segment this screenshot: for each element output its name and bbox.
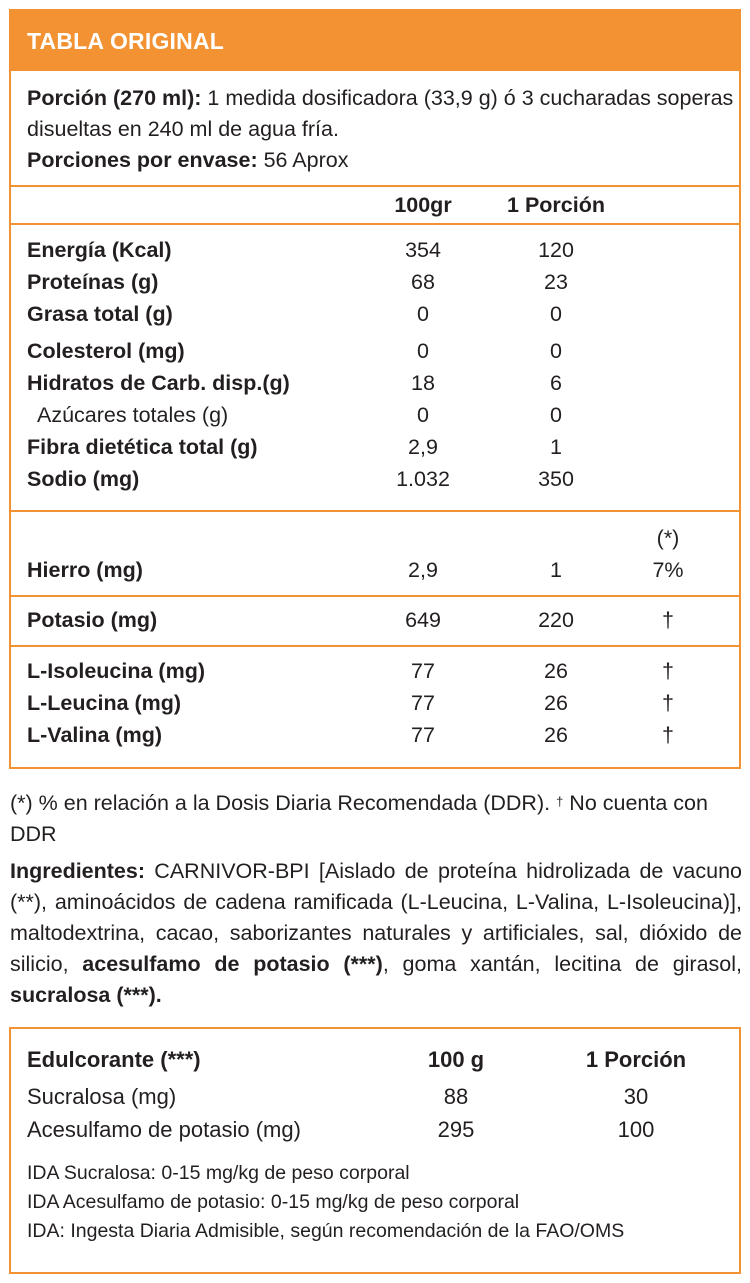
potassium-section: [11, 597, 739, 647]
ida-note: IDA: Ingesta Diaria Admisible, según recomendación de la FAO/OMS: [27, 1220, 625, 1242]
nutrient-per-portion: 120: [538, 238, 574, 262]
column-headers: [11, 187, 739, 225]
nutrient-name: L-Isoleucina (mg): [27, 659, 205, 683]
nutrient-ddr: †: [662, 691, 674, 715]
sweetener-per-portion: 30: [623, 1084, 649, 1109]
nutrient-name: Fibra dietética total (g): [27, 435, 258, 459]
potassium-row: [11, 604, 739, 636]
nutrient-row: [11, 431, 739, 463]
nutrient-name: Energía (Kcal): [27, 238, 172, 262]
nutrient-per-portion: 0: [550, 302, 562, 326]
sweetener-name: Sucralosa (mg): [27, 1084, 177, 1109]
nutrient-name: Hierro (mg): [27, 558, 143, 582]
dagger-mark: †: [556, 794, 564, 809]
sweetener-name: Acesulfamo de potasio (mg): [27, 1117, 301, 1142]
nutrient-per-portion: 0: [550, 339, 562, 363]
nutrient-per-portion: 220: [538, 608, 574, 632]
nutrient-row: [11, 367, 739, 399]
nutrient-per-portion: 23: [544, 270, 568, 294]
serving-size-label: Porción (270 ml):: [27, 86, 202, 110]
sweetener-per100: 295: [437, 1117, 475, 1142]
nutrient-row: [11, 298, 739, 330]
nutrient-per100: 1.032: [396, 467, 450, 491]
nutrient-per100: 354: [405, 238, 441, 262]
nutrient-per100: 77: [411, 723, 435, 747]
nutrient-per-portion: 6: [550, 371, 562, 395]
nutrient-name: L-Valina (mg): [27, 723, 162, 747]
iron-section: [11, 512, 739, 597]
table-header: [11, 11, 739, 71]
iron-row: [11, 554, 739, 586]
nutrient-ddr: †: [662, 659, 674, 683]
nutrient-per100: 2,9: [408, 435, 438, 459]
nutrient-ddr: 7%: [652, 558, 684, 582]
nutrient-row: [11, 399, 739, 431]
notes-section: [10, 788, 742, 1011]
aminoacid-row: [11, 687, 739, 719]
ingredient-sucralose: sucralosa (***).: [10, 983, 162, 1007]
nutrient-name: Sodio (mg): [27, 467, 140, 491]
nutrient-per100: 77: [411, 691, 435, 715]
nutrient-per-portion: 350: [538, 467, 574, 491]
sweetener-header-per-portion: 1 Porción: [585, 1047, 687, 1072]
ingredients-list: [10, 856, 742, 1011]
nutrient-per100: 0: [417, 302, 429, 326]
nutrient-per-portion: 0: [550, 403, 562, 427]
sweetener-header-name: Edulcorante (***): [27, 1047, 201, 1072]
column-per-portion: 1 Porción: [507, 193, 605, 217]
ida-note: IDA Sucralosa: 0-15 mg/kg de peso corporal: [27, 1162, 410, 1184]
table-title: TABLA ORIGINAL: [27, 27, 224, 54]
nutrient-per-portion: 1: [550, 435, 562, 459]
nutrient-name: Azúcares totales (g): [37, 403, 229, 427]
ddr-note: [10, 788, 742, 850]
aminoacids-section: [11, 647, 739, 765]
column-per100: 100gr: [394, 193, 452, 217]
sweetener-per-portion: 100: [617, 1117, 655, 1142]
ingredients-text-2: , goma xantán, lecitina de girasol,: [382, 952, 742, 976]
nutrient-name: L-Leucina (mg): [27, 691, 182, 715]
nutrient-ddr: †: [662, 608, 674, 632]
nutrient-row: [11, 335, 739, 367]
aminoacid-row: [11, 719, 739, 751]
nutrient-per100: 0: [417, 403, 429, 427]
nutrient-name: Proteínas (g): [27, 270, 159, 294]
nutrient-row: [11, 234, 739, 266]
ida-note: IDA Acesulfamo de potasio: 0-15 mg/kg de peso corporal: [27, 1191, 520, 1213]
nutrient-ddr: †: [662, 723, 674, 747]
ddr-note-text: (*) % en relación a la Dosis Diaria Recomendada (DDR).: [10, 791, 551, 815]
ddr-marker-row: [11, 522, 739, 554]
sweetener-header-per100: 100 g: [427, 1047, 485, 1072]
nutrient-per100: 0: [417, 339, 429, 363]
sweetener-per100: 88: [443, 1084, 469, 1109]
ingredients-text: CARNIVOR-BPI [Aislado de proteína hidrolizada de vacuno (**), aminoácidos de cadena ramificada (L-Leucina, L-Valina, L-Isoleucina)], maltodextrina, cacao, saborizantes naturales y artificiales, sal, dióxido de silicio,: [10, 859, 742, 976]
serving-info: [11, 71, 739, 187]
sweetener-row: [11, 1081, 739, 1113]
nutrient-name: Grasa total (g): [27, 302, 173, 326]
servings-per-container-label: Porciones por envase:: [27, 148, 258, 172]
nutrient-per100: 18: [411, 371, 435, 395]
serving-size: [27, 83, 739, 145]
nutrient-per-portion: 26: [544, 691, 568, 715]
ingredient-acesulfame: acesulfamo de potasio (***): [82, 952, 383, 976]
nutrient-per100: 2,9: [408, 558, 438, 582]
nutrient-per100: 68: [411, 270, 435, 294]
servings-per-container-text: 56 Aprox: [257, 148, 349, 172]
nutrient-per100: 649: [405, 608, 441, 632]
nutrient-per-portion: 26: [544, 659, 568, 683]
nutrient-per-portion: 26: [544, 723, 568, 747]
sweeteners-header: [11, 1044, 739, 1076]
ddr-marker: (*): [656, 526, 680, 550]
nutrient-row: [11, 266, 739, 298]
aminoacid-row: [11, 655, 739, 687]
sweetener-row: [11, 1114, 739, 1146]
nutrient-name: Hidratos de Carb. disp.(g): [27, 371, 290, 395]
nutrition-table: [9, 9, 741, 769]
nutrient-per-portion: 1: [550, 558, 562, 582]
nutrient-name: Potasio (mg): [27, 608, 158, 632]
sweeteners-table: [9, 1027, 741, 1274]
ingredients-label: Ingredientes:: [10, 859, 145, 883]
nutrients-section: [11, 225, 739, 512]
nutrient-name: Colesterol (mg): [27, 339, 185, 363]
nutrient-row: [11, 463, 739, 495]
serving-size-text: 1 medida dosificadora (33,9 g) ó 3 cucharadas soperas disueltas en 240 ml de agua fría.: [27, 86, 734, 141]
nutrient-per100: 77: [411, 659, 435, 683]
servings-per-container: [27, 145, 739, 176]
ddr-note-text-2: No cuenta con DDR: [10, 791, 708, 846]
